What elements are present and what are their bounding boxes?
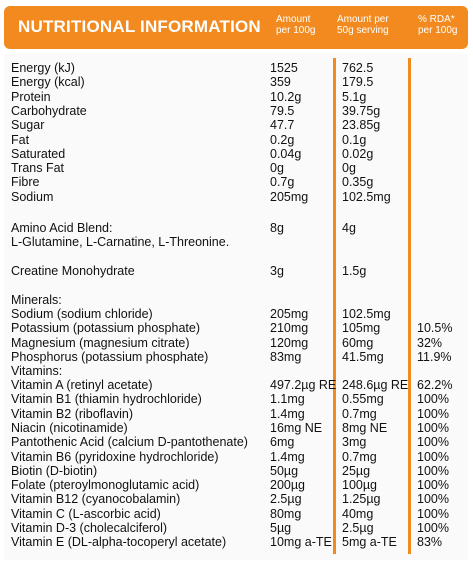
value-per-100g: 3g xyxy=(270,264,284,278)
nutrient-label: Vitamin B2 (riboflavin) xyxy=(11,406,134,421)
nutrient-label: Vitamin C (L-ascorbic acid) xyxy=(11,506,161,521)
nutrient-label: Protein xyxy=(11,89,51,104)
nutrient-label: Vitamin A (retinyl acetate) xyxy=(11,378,153,392)
value-rda: 100% xyxy=(417,478,449,493)
value-rda: 100% xyxy=(417,492,449,507)
table-row xyxy=(0,407,473,421)
value-per-100g: 205mg xyxy=(270,189,309,204)
nutrient-label: Carbohydrate xyxy=(11,103,87,118)
nutrient-label: Fibre xyxy=(11,175,40,190)
value-per-serving: 0.35g xyxy=(342,175,374,190)
value-per-serving: 41.5mg xyxy=(342,349,384,364)
nutrient-label: Sugar xyxy=(11,118,45,133)
value-per-100g: 79.5 xyxy=(270,103,295,118)
nutrient-label: Energy (kJ) xyxy=(11,61,75,75)
nutrient-label: Phosphorus (potassium phosphate) xyxy=(11,349,209,364)
value-per-serving: 762.5 xyxy=(342,61,374,75)
value-per-100g: 10.2g xyxy=(270,89,302,104)
table-row xyxy=(0,507,473,521)
amino-acid-list: L-Glutamine, L-Carnatine, L-Threonine. xyxy=(11,235,230,249)
value-rda: 32% xyxy=(417,335,443,350)
value-per-100g: 47.7 xyxy=(270,118,295,133)
value-per-100g: 205mg xyxy=(270,307,309,321)
value-per-100g: 2.5µg xyxy=(270,492,302,507)
table-row xyxy=(0,175,473,189)
value-per-100g: 0g xyxy=(270,161,284,176)
table-title: NUTRITIONAL INFORMATION xyxy=(18,17,261,36)
table-row xyxy=(0,492,473,506)
nutrient-label: Potassium (potassium phosphate) xyxy=(11,321,200,336)
nutrient-label: Biotin (D-biotin) xyxy=(11,463,98,478)
table-row xyxy=(0,336,473,350)
table-header xyxy=(4,6,468,49)
value-per-100g: 1.4mg xyxy=(270,406,305,421)
nutrient-label: Trans Fat xyxy=(11,161,65,176)
table-row xyxy=(0,464,473,478)
nutrient-label: Vitamin B6 (pyridoxine hydrochloride) xyxy=(11,449,219,464)
value-per-serving: 2.5µg xyxy=(342,521,374,535)
value-per-100g: 210mg xyxy=(270,321,309,336)
value-rda: 100% xyxy=(417,506,449,521)
value-rda: 100% xyxy=(417,463,449,478)
value-per-serving: 39.75g xyxy=(342,103,381,118)
value-per-serving: 0.02g xyxy=(342,146,374,161)
table-row xyxy=(0,90,473,104)
value-per-100g: 1.4mg xyxy=(270,449,305,464)
value-per-serving: 105mg xyxy=(342,321,381,336)
value-per-100g: 0.04g xyxy=(270,146,302,161)
table-row xyxy=(0,190,473,204)
value-per-100g: 200µg xyxy=(270,478,306,493)
value-per-100g: 83mg xyxy=(270,349,302,364)
vitamins-heading: Vitamins: xyxy=(11,364,63,378)
value-per-serving: 1.5g xyxy=(342,264,367,278)
table-row xyxy=(0,61,473,75)
value-per-100g: 6mg xyxy=(270,435,295,450)
value-per-100g: 359 xyxy=(270,75,291,90)
nutrient-label: Vitamin B12 (cyanocobalamin) xyxy=(11,492,181,507)
value-per-serving: 100µg xyxy=(342,478,378,493)
value-per-serving: 8mg NE xyxy=(342,420,388,435)
table-row xyxy=(0,104,473,118)
table-row xyxy=(0,450,473,464)
value-per-serving: 3mg xyxy=(342,435,367,450)
value-per-serving: 1.25µg xyxy=(342,492,381,507)
value-per-100g: 1525 xyxy=(270,61,298,75)
value-rda: 100% xyxy=(417,420,449,435)
table-row xyxy=(0,75,473,89)
value-rda: 100% xyxy=(417,449,449,464)
nutrient-label: Niacin (nicotinamide) xyxy=(11,420,128,435)
value-per-serving: 60mg xyxy=(342,335,374,350)
value-per-serving: 248.6µg RE xyxy=(342,378,409,392)
value-per-100g: 120mg xyxy=(270,335,309,350)
table-row xyxy=(0,350,473,364)
column-header-per-100g: Amount per 100g xyxy=(276,14,316,36)
value-per-serving: 179.5 xyxy=(342,75,374,90)
nutrient-label: Vitamin B1 (thiamin hydrochloride) xyxy=(11,392,202,407)
value-per-serving: 0.7mg xyxy=(342,449,377,464)
value-per-serving: 5.1g xyxy=(342,89,367,104)
table-row xyxy=(0,133,473,147)
value-per-serving: 25µg xyxy=(342,463,371,478)
value-per-100g: 1.1mg xyxy=(270,392,305,407)
value-rda: 83% xyxy=(417,535,443,550)
nutrient-label: Pantothenic Acid (calcium D-pantothenate) xyxy=(11,435,248,450)
value-per-100g: 8g xyxy=(270,221,284,235)
nutrient-label: Vitamin D-3 (cholecalciferol) xyxy=(11,521,168,535)
value-rda: 11.9% xyxy=(417,349,452,364)
value-per-serving: 0.1g xyxy=(342,132,367,147)
value-rda: 62.2% xyxy=(417,378,453,392)
value-per-100g: 0.7g xyxy=(270,175,295,190)
value-rda: 10.5% xyxy=(417,321,453,336)
value-rda: 100% xyxy=(417,521,449,535)
table-row xyxy=(0,118,473,132)
nutrient-label: Sodium xyxy=(11,189,54,204)
value-per-serving: 102.5mg xyxy=(342,189,391,204)
table-row xyxy=(0,147,473,161)
nutrient-label: Folate (pteroylmonoglutamic acid) xyxy=(11,478,200,493)
nutrient-label: Sodium (sodium chloride) xyxy=(11,307,153,321)
value-per-100g: 5µg xyxy=(270,521,292,535)
nutrient-label: Creatine Monohydrate xyxy=(11,264,135,278)
value-per-serving: 4g xyxy=(342,221,356,235)
nutrient-label: Saturated xyxy=(11,146,66,161)
value-per-100g: 80mg xyxy=(270,506,302,521)
table-row xyxy=(0,221,473,235)
value-per-100g: 497.2µg RE xyxy=(270,378,337,392)
table-row xyxy=(0,435,473,449)
value-per-100g: 0.2g xyxy=(270,132,295,147)
column-header-per-serving: Amount per 50g serving xyxy=(337,14,389,36)
value-per-serving: 102.5mg xyxy=(342,307,391,321)
value-per-serving: 5mg a-TE xyxy=(342,535,397,550)
nutrient-label: Vitamin E (DL-alpha-tocoperyl acetate) xyxy=(11,535,227,550)
table-row xyxy=(0,307,473,321)
value-rda: 100% xyxy=(417,392,449,407)
table-row xyxy=(0,321,473,335)
nutrient-label: Magnesium (magnesium citrate) xyxy=(11,335,190,350)
value-per-serving: 0.7mg xyxy=(342,406,377,421)
value-per-serving: 40mg xyxy=(342,506,374,521)
nutrient-label: Energy (kcal) xyxy=(11,75,85,90)
minerals-heading: Minerals: xyxy=(11,293,62,307)
column-header-rda: % RDA* per 100g xyxy=(418,14,458,36)
nutrient-label: Fat xyxy=(11,132,30,147)
table-row xyxy=(0,478,473,492)
value-per-serving: 0g xyxy=(342,161,356,176)
table-row xyxy=(0,161,473,175)
value-per-serving: 23.85g xyxy=(342,118,381,133)
value-rda: 100% xyxy=(417,435,449,450)
nutrient-label: Amino Acid Blend: xyxy=(11,221,113,235)
table-row xyxy=(0,392,473,406)
value-per-100g: 50µg xyxy=(270,463,299,478)
table-row xyxy=(0,421,473,435)
value-per-100g: 10mg a-TE xyxy=(270,535,332,550)
table-row xyxy=(0,521,473,535)
value-per-100g: 16mg NE xyxy=(270,420,323,435)
table-row xyxy=(0,378,473,392)
table-row xyxy=(0,535,473,549)
table-row xyxy=(0,264,473,278)
value-rda: 100% xyxy=(417,406,449,421)
value-per-serving: 0.55mg xyxy=(342,392,384,407)
